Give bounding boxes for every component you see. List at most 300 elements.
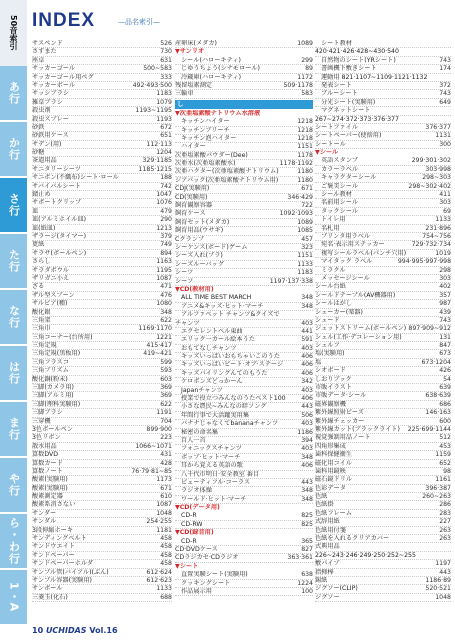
entry-name: 色彩データ: [315, 484, 346, 492]
index-tab-2[interactable]: [0, 178, 27, 232]
index-entry: [32, 57, 172, 65]
index-entry: [32, 82, 172, 90]
index-entry: [32, 342, 172, 350]
index-entry: [315, 99, 451, 107]
entry-page: 1048: [156, 509, 172, 517]
entry-page: [449, 107, 451, 114]
index-entry: [175, 588, 313, 596]
entry-page: 754~756: [422, 232, 451, 240]
index-entry: [315, 48, 451, 56]
entry-name: シェーカー(楽器): [315, 308, 363, 316]
index-entry: [175, 135, 313, 143]
index-entry: [175, 90, 313, 98]
entry-name: 酸化銀: [32, 308, 51, 316]
entry-name: クッキングシート: [181, 579, 231, 587]
index-entry: [315, 116, 451, 124]
entry-name: ザル型スプーン: [32, 291, 75, 299]
entry-page: 987: [439, 300, 451, 308]
index-tab-0[interactable]: [0, 66, 27, 120]
index-column-3: [315, 40, 451, 602]
index-entry: [315, 174, 451, 182]
index-entry: [32, 317, 172, 325]
index-column-2: [175, 40, 313, 596]
entry-name: 次亜水(次亜塩素酸水): [175, 160, 236, 168]
index-entry: [315, 82, 451, 90]
entry-page: 299: [301, 56, 313, 64]
entry-page: 458: [160, 543, 172, 551]
entry-page: 673·1204: [421, 358, 451, 366]
index-entry: [175, 429, 313, 437]
index-entry: [175, 462, 313, 470]
entry-page: 994·995·997·998: [397, 258, 451, 266]
entry-name: 残留塩素測定: [175, 81, 213, 89]
entry-name: CD·DVDケース: [175, 546, 218, 554]
index-entry: [315, 74, 451, 82]
index-entry: [315, 518, 451, 526]
index-entry: [315, 40, 451, 48]
entry-page: [449, 149, 451, 157]
entry-page: 174: [439, 65, 451, 73]
index-tab-label: さ行: [7, 193, 21, 217]
entry-page: 1180: [297, 168, 313, 176]
entry-page: 443: [301, 403, 313, 411]
page-number: 10: [32, 626, 44, 635]
entry-page: 1178·1192: [279, 160, 313, 168]
index-entry: [175, 580, 313, 588]
entry-name: 飼育観察容器: [175, 202, 213, 210]
index-entry: [32, 300, 172, 308]
entry-page: 379: [160, 232, 172, 240]
index-entry: [315, 309, 451, 317]
index-entry: [315, 350, 451, 358]
entry-page: 303: [439, 274, 451, 282]
index-entry: [315, 493, 451, 501]
entry-name: 式辞用紙: [315, 518, 340, 526]
index-tab-9[interactable]: [0, 570, 27, 624]
index-entry: [32, 48, 172, 56]
index-entry: [175, 454, 313, 462]
entry-name: 歯科用鏡映: [315, 467, 346, 475]
index-entry: [32, 359, 172, 367]
entry-page: 639: [439, 384, 451, 392]
index-entry: [32, 476, 172, 484]
entry-page: 722: [301, 202, 313, 210]
entry-name: 磁石鏡ドリル: [315, 476, 353, 484]
index-entry: [32, 90, 172, 98]
entry-name: おもてなしチャンツ: [181, 344, 237, 352]
entry-page: 603: [160, 375, 172, 383]
entry-name: エクセレントベル東曲: [181, 327, 243, 335]
index-entry: [175, 74, 313, 82]
entry-page: [311, 110, 313, 118]
entry-page: 512: [439, 434, 451, 442]
index-entry: [175, 194, 313, 202]
entry-page: 303: [439, 199, 451, 207]
index-entry: [315, 426, 451, 434]
entry-page: 283: [439, 509, 451, 517]
index-entry: [32, 275, 172, 283]
entry-page: 323: [301, 243, 313, 251]
entry-name: 四角形集成: [315, 442, 346, 450]
entry-page: 131: [439, 333, 451, 341]
entry-name: Japanチャンツ: [181, 386, 223, 394]
index-entry: [32, 116, 172, 124]
index-entry: [315, 376, 451, 384]
index-entry: [32, 241, 172, 249]
index-entry: [175, 387, 313, 395]
entry-name: 耳から覚える英語の歌: [181, 462, 243, 470]
entry-page: 1213: [156, 224, 172, 232]
index-entry: [315, 57, 451, 65]
entry-page: 1089: [297, 40, 313, 47]
entry-name: シェルフ: [315, 342, 340, 350]
index-entry: [315, 401, 451, 409]
entry-name: 塩(実験用): [315, 350, 345, 358]
entry-name: サスペンド: [32, 40, 63, 47]
index-entry: [175, 471, 313, 479]
entry-page: 146·163: [425, 409, 451, 417]
index-entry: [32, 468, 172, 476]
entry-page: 591: [301, 336, 313, 344]
entry-name: 磁化用コイル: [315, 459, 352, 467]
entry-page: 1178: [297, 151, 313, 159]
entry-name: シールはがし: [315, 300, 353, 308]
index-entry: [315, 501, 451, 509]
entry-page: 749: [160, 241, 172, 249]
index-entry: [175, 210, 313, 218]
entry-name: CD(実験用): [175, 193, 208, 201]
entry-page: 357: [439, 291, 451, 299]
index-entry: [32, 434, 172, 442]
entry-page: 1076: [156, 199, 172, 207]
entry-name: キッチンハイター: [181, 118, 230, 126]
entry-name: トイレ用: [321, 216, 346, 224]
entry-name: エリック一カール絵本うた: [181, 336, 255, 344]
index-entry: [315, 485, 451, 493]
entry-name: メッセージシール: [321, 274, 370, 282]
index-entry: [315, 418, 451, 426]
entry-page: 458: [160, 560, 172, 568]
entry-page: 743: [439, 56, 451, 64]
entry-page: 1197·137·338: [269, 277, 313, 285]
entry-name: ジグソー(CLIP): [315, 585, 358, 593]
entry-name: ジグソー: [315, 593, 340, 601]
entry-page: 1159: [435, 451, 451, 459]
index-entry: [175, 261, 313, 269]
entry-name: ザラージ(タイマー): [32, 232, 87, 240]
index-entry: [32, 157, 172, 165]
entry-page: 743: [439, 90, 451, 98]
entry-page: 479: [160, 207, 172, 215]
entry-name: サッカーボール: [32, 81, 76, 89]
entry-page: 649: [439, 98, 451, 106]
index-entry: [32, 199, 172, 207]
entry-name: 殺虫スプレー: [32, 115, 69, 123]
index-entry: [32, 577, 172, 585]
index-entry: [315, 325, 451, 333]
index-entry: [315, 342, 451, 350]
entry-page: 593: [160, 367, 172, 375]
entry-page: 188: [160, 174, 172, 182]
entry-name: 書画機下敷きシート: [321, 65, 377, 73]
entry-name: 三角架: [32, 316, 51, 324]
entry-name: ハイター: [181, 143, 206, 151]
entry-page: 89: [305, 65, 313, 73]
index-entry: [175, 118, 313, 126]
category-row: [315, 149, 451, 157]
entry-page: 1092·1093: [279, 210, 313, 218]
entry-name: シール(ハローキティ): [181, 56, 241, 64]
index-entry: [32, 65, 172, 73]
index-entry: [32, 510, 172, 518]
entry-page: 411: [439, 191, 451, 199]
index-entry: [175, 244, 313, 252]
index-entry: [175, 479, 313, 487]
entry-name: 運動用 821·1107~1109·1121·1132: [321, 73, 428, 81]
entry-name: キッズいっぱいおもちゃいこのうた: [181, 353, 280, 361]
index-entry: [175, 512, 313, 520]
entry-page: 1079: [156, 98, 172, 106]
entry-page: 363·361: [287, 554, 313, 562]
entry-name: サンドペーパーホルダ: [32, 560, 94, 568]
index-entry: [175, 437, 313, 445]
entry-page: 612·624: [146, 568, 172, 576]
entry-page: [449, 552, 451, 559]
entry-page: 1172: [297, 73, 313, 81]
entry-name: 産卵床(メダカ): [175, 40, 217, 47]
entry-name: シート教材: [321, 40, 352, 47]
entry-page: 431: [160, 451, 172, 459]
index-entry: [175, 320, 313, 328]
entry-name: 指揮棒: [315, 568, 334, 576]
index-entry: [315, 510, 451, 518]
entry-page: 406: [301, 395, 313, 403]
entry-page: 369: [160, 392, 172, 400]
entry-name: 皿(紙皿): [32, 224, 56, 232]
index-entry: [315, 141, 451, 149]
index-entry: [32, 451, 172, 459]
index-entry: [32, 569, 172, 577]
index-entry: [315, 216, 451, 224]
entry-name: 飼育セット(メダカ): [175, 218, 230, 226]
index-entry: [315, 434, 451, 442]
index-entry: [175, 252, 313, 260]
entry-name: ▼シート: [175, 562, 199, 570]
index-entry: [315, 107, 451, 115]
entry-name: 茶道用品: [32, 157, 57, 165]
entry-page: 638: [301, 571, 313, 579]
index-entry: [32, 543, 172, 551]
index-column-1: [32, 40, 172, 602]
entry-name: 分光シート(実験用): [321, 98, 376, 106]
index-entry: [32, 552, 172, 560]
entry-page: [311, 48, 313, 56]
entry-name: 宛名·表示用ステッカー: [321, 241, 385, 249]
entry-page: [449, 40, 451, 47]
entry-page: 847: [439, 342, 451, 350]
entry-page: 298~303: [422, 174, 451, 182]
entry-name: 敷パイプ: [315, 560, 340, 568]
entry-name: 次亜ハクター(次亜塩素酸ナトリウム): [175, 168, 279, 176]
entry-name: 冷蔵庫(ハローキティ): [181, 73, 242, 81]
entry-name: CD-R: [181, 537, 197, 545]
index-tab-8[interactable]: [0, 514, 27, 568]
index-entry: [315, 443, 451, 451]
entry-name: シール台紙: [315, 283, 346, 291]
entry-page: 348: [301, 302, 313, 310]
index-tab-header: [0, 0, 27, 66]
index-entry: [175, 395, 313, 403]
entry-name: チャンツ: [175, 319, 200, 327]
entry-page: 263: [439, 535, 451, 543]
entry-page: 1151: [297, 252, 313, 260]
entry-name: 酸素測定器: [32, 493, 63, 501]
index-entry: [175, 370, 313, 378]
index-entry: [175, 361, 313, 369]
entry-name: 三角コーナー(台所用): [32, 333, 93, 341]
entry-name: 3色リボン: [32, 434, 61, 442]
entry-page: 428: [160, 459, 172, 467]
entry-page: 509·1178: [283, 81, 313, 89]
entry-name: 次亜塩素酸パウダー(Dee): [175, 151, 248, 159]
entry-name: 三角定規(黒板用): [32, 350, 81, 358]
entry-page: 583: [301, 90, 313, 98]
entry-name: ▼CD(録音用): [175, 529, 214, 537]
index-entry: [175, 227, 313, 235]
index-tab-6[interactable]: [0, 402, 27, 456]
entry-page: 98: [443, 467, 451, 475]
index-tab-5[interactable]: [0, 346, 27, 400]
index-entry: [175, 269, 313, 277]
entry-page: 1131: [435, 132, 451, 140]
entry-name: 更紙: [32, 241, 45, 249]
index-entry: [315, 451, 451, 459]
entry-name: シオボード: [315, 367, 346, 375]
index-entry: [32, 233, 172, 241]
entry-page: 612·623: [146, 577, 172, 584]
category-row: [175, 48, 313, 56]
entry-page: 1221: [156, 333, 172, 341]
entry-page: 730: [160, 48, 172, 56]
entry-name: シーズルーバッグ: [175, 260, 224, 268]
index-entry: [175, 219, 313, 227]
entry-page: 303·998: [425, 165, 451, 173]
index-entry: [32, 149, 172, 157]
index-tab-3[interactable]: [0, 234, 27, 288]
entry-name: CDJ(実験用): [175, 185, 210, 193]
entry-page: 458: [160, 535, 172, 543]
entry-name: ケロポンズどっかーん: [181, 378, 243, 386]
index-entry: [315, 384, 451, 392]
entry-page: 403: [301, 319, 313, 327]
entry-name: 267~274·372·373·376·377: [315, 115, 399, 123]
index-tab-label: ら・わ行: [7, 517, 21, 565]
entry-name: ▼CD(データ用): [175, 504, 220, 512]
index-entry: [32, 376, 172, 384]
index-entry: [175, 168, 313, 176]
entry-name: 飼育ケース: [175, 210, 206, 218]
entry-page: 1133: [156, 585, 172, 593]
entry-page: 600: [439, 417, 451, 425]
category-row: [175, 529, 313, 537]
entry-name: シーツ: [175, 269, 194, 277]
index-entry: [315, 569, 451, 577]
entry-name: ▼次亜塩素酸ナトリウム水溶液: [175, 109, 261, 117]
entry-name: 算数ノート: [32, 467, 63, 475]
entry-name: タックシール: [321, 207, 359, 215]
entry-name: 三菱玉(化石): [32, 593, 68, 601]
entry-name: ワールド·ヒット·マーチ: [181, 495, 247, 503]
entry-name: さらし: [32, 258, 51, 266]
index-entry: [175, 445, 313, 453]
index-entry: [315, 241, 451, 249]
entry-page: 443: [439, 568, 451, 576]
entry-page: 415·417: [146, 342, 172, 350]
entry-name: 発表シート: [321, 81, 352, 89]
entry-page: [449, 116, 451, 123]
entry-name: シートール: [315, 140, 346, 148]
index-entry: [32, 191, 172, 199]
entry-page: 1224: [297, 579, 313, 587]
index-tab-7[interactable]: [0, 458, 27, 512]
index-tab-4[interactable]: [0, 290, 27, 344]
entry-name: 秘密の命名集: [181, 428, 219, 436]
entry-name: キッズいっぱいビート·オブ·ステージ: [181, 361, 284, 369]
entry-page: 342: [301, 378, 313, 386]
entry-page: [449, 543, 451, 550]
index-entry: [175, 160, 313, 168]
entry-page: 622: [160, 316, 172, 324]
entry-name: 算数カード: [32, 459, 63, 467]
entry-page: 688: [160, 593, 172, 601]
entry-page: 54: [443, 375, 451, 383]
index-entry: [315, 527, 451, 535]
entry-name: 3段伸縮ホーキ: [32, 526, 74, 534]
entry-name: 3色ボールペン: [32, 425, 73, 433]
entry-name: ボップ·ヒット·マーチ: [181, 453, 241, 461]
index-entry: [175, 538, 313, 546]
entry-page: 69: [443, 207, 451, 215]
entry-page: 1186: [297, 428, 313, 436]
entry-name: 酸素(実験用): [32, 476, 68, 484]
entry-name: 名前用シール: [321, 199, 359, 207]
entry-page: 1218: [297, 118, 313, 126]
index-tab-1[interactable]: [0, 122, 27, 176]
entry-page: 348: [301, 495, 313, 503]
index-tab-column: [0, 0, 27, 644]
index-entry: [315, 191, 451, 199]
entry-page: 406: [301, 462, 313, 470]
index-entry: [32, 535, 172, 543]
entry-name: 酸化銅(粉末): [32, 375, 68, 383]
index-entry: [32, 384, 172, 392]
index-entry: [32, 426, 172, 434]
entry-name: 年間行事で大活躍実用集: [181, 411, 250, 419]
entry-page: 439: [439, 308, 451, 316]
entry-page: 729·732·734: [411, 241, 451, 249]
entry-page: 333: [160, 73, 172, 81]
entry-name: 紫外線カット(ブラックライト): [315, 425, 400, 433]
entry-name: 座卓: [32, 56, 45, 64]
entry-page: [449, 74, 451, 81]
entry-name: 名札用: [321, 224, 340, 232]
index-entry: [32, 443, 172, 451]
entry-name: シートファイル: [315, 123, 359, 131]
index-entry: [175, 311, 313, 319]
entry-name: 飼育用品(ウサギ): [175, 227, 224, 235]
entry-name: サルビア(種): [32, 300, 68, 308]
entry-page: 457: [301, 235, 313, 243]
